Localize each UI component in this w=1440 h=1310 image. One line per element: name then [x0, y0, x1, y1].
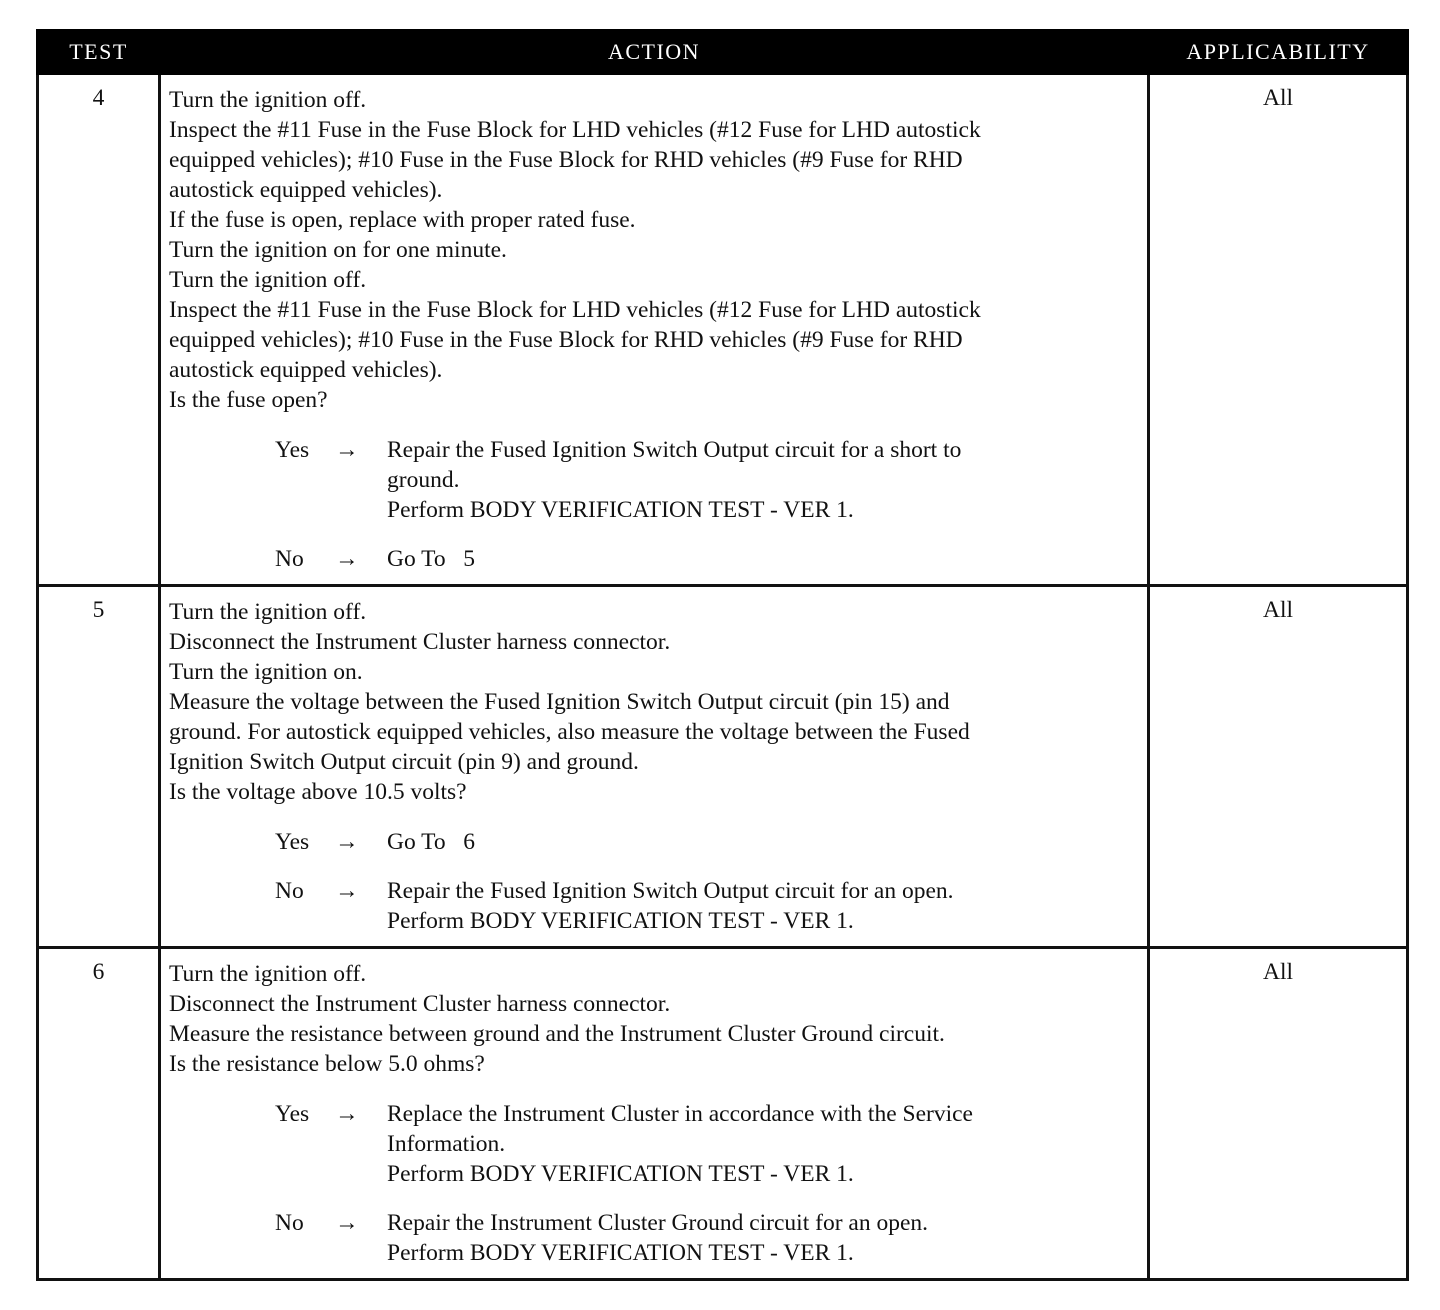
outcome-line: Perform BODY VERIFICATION TEST - VER 1. [387, 497, 854, 523]
action-step: Turn the ignition on for one minute. [169, 237, 507, 263]
test-number: 6 [38, 948, 160, 1280]
table-row [38, 948, 1408, 1280]
action-step: Turn the ignition off. [169, 599, 367, 625]
action-step: ground. For autostick equipped vehicles, also measure the voltage between the Fused [169, 719, 970, 745]
arrow-icon: → [335, 1101, 359, 1127]
outcome-line: Perform BODY VERIFICATION TEST - VER 1. [387, 1161, 854, 1187]
outcome-line: ground. [387, 467, 460, 493]
outcome-label: No [275, 1210, 304, 1236]
arrow-icon: → [335, 1210, 359, 1236]
outcome-label: No [275, 878, 304, 904]
action-step: equipped vehicles); #10 Fuse in the Fuse Block for RHD vehicles (#9 Fuse for RHD [169, 327, 963, 353]
action-step: autostick equipped vehicles). [169, 357, 443, 383]
action-step: autostick equipped vehicles). [169, 177, 443, 203]
action-step: Is the voltage above 10.5 volts? [169, 779, 467, 805]
outcome-instructions [387, 544, 1141, 574]
outcome-line: Information. [387, 1131, 506, 1157]
action-step: Turn the ignition off. [169, 961, 367, 987]
action-step: Turn the ignition off. [169, 87, 367, 113]
action-step: equipped vehicles); #10 Fuse in the Fuse Block for RHD vehicles (#9 Fuse for RHD [169, 147, 963, 173]
outcome-instructions [387, 827, 1141, 857]
test-number: 5 [38, 586, 160, 948]
outcome-line: Replace the Instrument Cluster in accordance with the Service [387, 1101, 973, 1127]
outcome-list [169, 1099, 1141, 1268]
outcome-line: Go To 5 [387, 546, 476, 572]
outcome-no [169, 544, 1141, 574]
outcome-instructions [387, 435, 1141, 525]
arrow-icon: → [335, 878, 359, 904]
action-step: Is the resistance below 5.0 ohms? [169, 1051, 485, 1077]
outcome-list [169, 827, 1141, 936]
outcome-yes [169, 435, 1141, 525]
action-step: Is the fuse open? [169, 387, 328, 413]
action-step: Ignition Switch Output circuit (pin 9) and ground. [169, 749, 639, 775]
action-step: Inspect the #11 Fuse in the Fuse Block for LHD vehicles (#12 Fuse for LHD autostick [169, 117, 981, 143]
applicability-value: All [1149, 948, 1408, 1280]
outcome-label: No [275, 546, 304, 572]
table-row [38, 74, 1408, 586]
outcome-no [169, 876, 1141, 936]
test-number: 4 [38, 74, 160, 586]
applicability-value: All [1149, 74, 1408, 586]
action-step: Measure the resistance between ground and the Instrument Cluster Ground circuit. [169, 1021, 945, 1047]
header-test: TEST [38, 31, 160, 74]
arrow-icon: → [335, 829, 359, 855]
action-step: Measure the voltage between the Fused Ignition Switch Output circuit (pin 15) and [169, 689, 950, 715]
diagnostic-test-table [36, 29, 1409, 1281]
outcome-label: Yes [275, 829, 310, 855]
action-step: Inspect the #11 Fuse in the Fuse Block for LHD vehicles (#12 Fuse for LHD autostick [169, 297, 981, 323]
action-cell [160, 586, 1149, 948]
header-applicability: APPLICABILITY [1149, 31, 1408, 74]
outcome-line: Repair the Fused Ignition Switch Output circuit for an open. [387, 878, 954, 904]
outcome-line: Repair the Fused Ignition Switch Output circuit for a short to [387, 437, 962, 463]
action-step: Disconnect the Instrument Cluster harness connector. [169, 629, 671, 655]
outcome-label: Yes [275, 437, 310, 463]
outcome-line: Perform BODY VERIFICATION TEST - VER 1. [387, 1240, 854, 1266]
action-step: Turn the ignition off. [169, 267, 367, 293]
outcome-instructions [387, 1208, 1141, 1268]
outcome-line: Go To 6 [387, 829, 476, 855]
table-row [38, 586, 1408, 948]
action-step: If the fuse is open, replace with proper rated fuse. [169, 207, 636, 233]
action-step: Disconnect the Instrument Cluster harness connector. [169, 991, 671, 1017]
outcome-yes [169, 827, 1141, 857]
outcome-line: Perform BODY VERIFICATION TEST - VER 1. [387, 908, 854, 934]
action-cell [160, 74, 1149, 586]
applicability-value: All [1149, 586, 1408, 948]
outcome-no [169, 1208, 1141, 1268]
outcome-list [169, 435, 1141, 574]
action-step: Turn the ignition on. [169, 659, 363, 685]
header-action: ACTION [160, 31, 1149, 74]
arrow-icon: → [335, 546, 359, 572]
outcome-yes [169, 1099, 1141, 1189]
outcome-instructions [387, 876, 1141, 936]
arrow-icon: → [335, 437, 359, 463]
outcome-label: Yes [275, 1101, 310, 1127]
action-cell [160, 948, 1149, 1280]
table-header-row [38, 31, 1408, 74]
outcome-line: Repair the Instrument Cluster Ground circuit for an open. [387, 1210, 929, 1236]
outcome-instructions [387, 1099, 1141, 1189]
